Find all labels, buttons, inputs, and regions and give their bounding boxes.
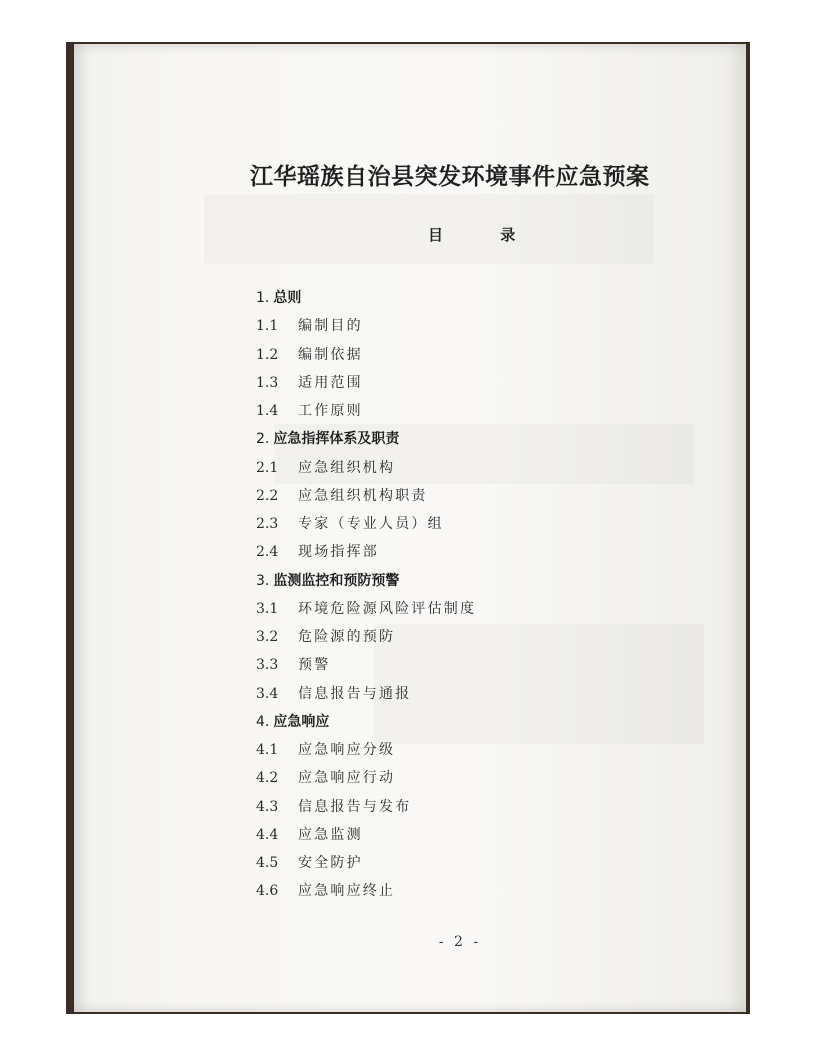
toc-entry-number: 4.6 bbox=[256, 883, 279, 900]
toc-entry-text: 信息报告与发布 bbox=[298, 798, 412, 815]
page-number: - 2 - bbox=[438, 934, 482, 950]
table-of-contents bbox=[256, 284, 586, 906]
toc-entry-number: 4.2 bbox=[256, 770, 279, 787]
toc-subsection bbox=[256, 454, 586, 482]
toc-entry-number: 2. bbox=[256, 431, 270, 448]
toc-subsection bbox=[256, 312, 586, 340]
toc-section bbox=[256, 284, 586, 312]
toc-entry-number: 1.2 bbox=[256, 346, 279, 363]
toc-subsection bbox=[256, 680, 586, 708]
toc-entry-number: 1.4 bbox=[256, 403, 279, 419]
toc-entry-number: 3.4 bbox=[256, 685, 279, 702]
toc-subsection bbox=[256, 877, 586, 905]
toc-subsection bbox=[256, 369, 586, 397]
document-title: 江华瑶族自治县突发环境事件应急预案 bbox=[250, 163, 650, 190]
toc-subsection bbox=[256, 651, 586, 679]
toc-subsection bbox=[256, 849, 586, 877]
toc-subsection bbox=[256, 538, 586, 566]
toc-entry-text: 危险源的预防 bbox=[298, 629, 396, 645]
toc-entry-number: 2.4 bbox=[256, 544, 279, 561]
toc-entry-text: 应急响应 bbox=[273, 713, 330, 730]
toc-section bbox=[256, 425, 586, 453]
toc-subsection bbox=[256, 341, 586, 369]
toc-section bbox=[256, 567, 586, 595]
toc-entry-number: 2.1 bbox=[256, 459, 279, 476]
toc-entry-number: 1.3 bbox=[256, 374, 279, 391]
toc-entry-text: 应急指挥体系及职责 bbox=[273, 431, 400, 448]
toc-entry-number: 3. bbox=[256, 572, 270, 589]
toc-entry-text: 环境危险源风险评估制度 bbox=[298, 600, 477, 617]
toc-entry-number: 3.2 bbox=[256, 629, 279, 645]
toc-entry-text: 预警 bbox=[298, 657, 331, 674]
toc-entry-number: 1.1 bbox=[256, 318, 279, 335]
toc-entry-number: 4.3 bbox=[256, 798, 279, 815]
toc-entry-text: 监测监控和预防预警 bbox=[273, 572, 400, 589]
toc-entry-text: 专家（专业人员）组 bbox=[298, 516, 444, 532]
toc-subsection bbox=[256, 397, 586, 425]
toc-entry-text: 总则 bbox=[273, 290, 302, 306]
toc-subsection bbox=[256, 821, 586, 849]
toc-entry-text: 应急响应分级 bbox=[298, 742, 396, 758]
toc-subsection bbox=[256, 736, 586, 764]
toc-entry-number: 2.3 bbox=[256, 516, 279, 532]
toc-subsection bbox=[256, 793, 586, 821]
toc-subsection bbox=[256, 510, 586, 538]
toc-entry-number: 4.5 bbox=[256, 855, 279, 871]
toc-entry-text: 现场指挥部 bbox=[298, 544, 379, 561]
toc-subsection bbox=[256, 623, 586, 651]
toc-section bbox=[256, 708, 586, 736]
toc-subsection bbox=[256, 595, 586, 623]
toc-entry-text: 适用范围 bbox=[298, 374, 363, 391]
toc-subsection bbox=[256, 482, 586, 510]
toc-entry-text: 信息报告与通报 bbox=[298, 685, 412, 702]
toc-entry-number: 4. bbox=[256, 713, 270, 730]
toc-entry-number: 4.4 bbox=[256, 826, 279, 843]
toc-subsection bbox=[256, 764, 586, 792]
toc-entry-number: 2.2 bbox=[256, 487, 279, 504]
toc-entry-text: 编制依据 bbox=[298, 346, 363, 363]
toc-entry-text: 应急响应终止 bbox=[298, 883, 396, 900]
toc-entry-text: 应急响应行动 bbox=[298, 770, 396, 787]
toc-entry-text: 工作原则 bbox=[298, 403, 363, 419]
toc-entry-number: 3.3 bbox=[256, 657, 279, 674]
toc-entry-number: 4.1 bbox=[256, 742, 279, 758]
toc-entry-number: 3.1 bbox=[256, 600, 279, 617]
toc-entry-text: 编制目的 bbox=[298, 318, 363, 335]
toc-entry-number: 1. bbox=[256, 290, 270, 306]
toc-entry-text: 安全防护 bbox=[298, 855, 363, 871]
toc-heading: 目 录 bbox=[428, 226, 542, 244]
toc-entry-text: 应急组织机构 bbox=[298, 459, 396, 476]
toc-entry-text: 应急组织机构职责 bbox=[298, 487, 428, 504]
toc-entry-text: 应急监测 bbox=[298, 826, 363, 843]
